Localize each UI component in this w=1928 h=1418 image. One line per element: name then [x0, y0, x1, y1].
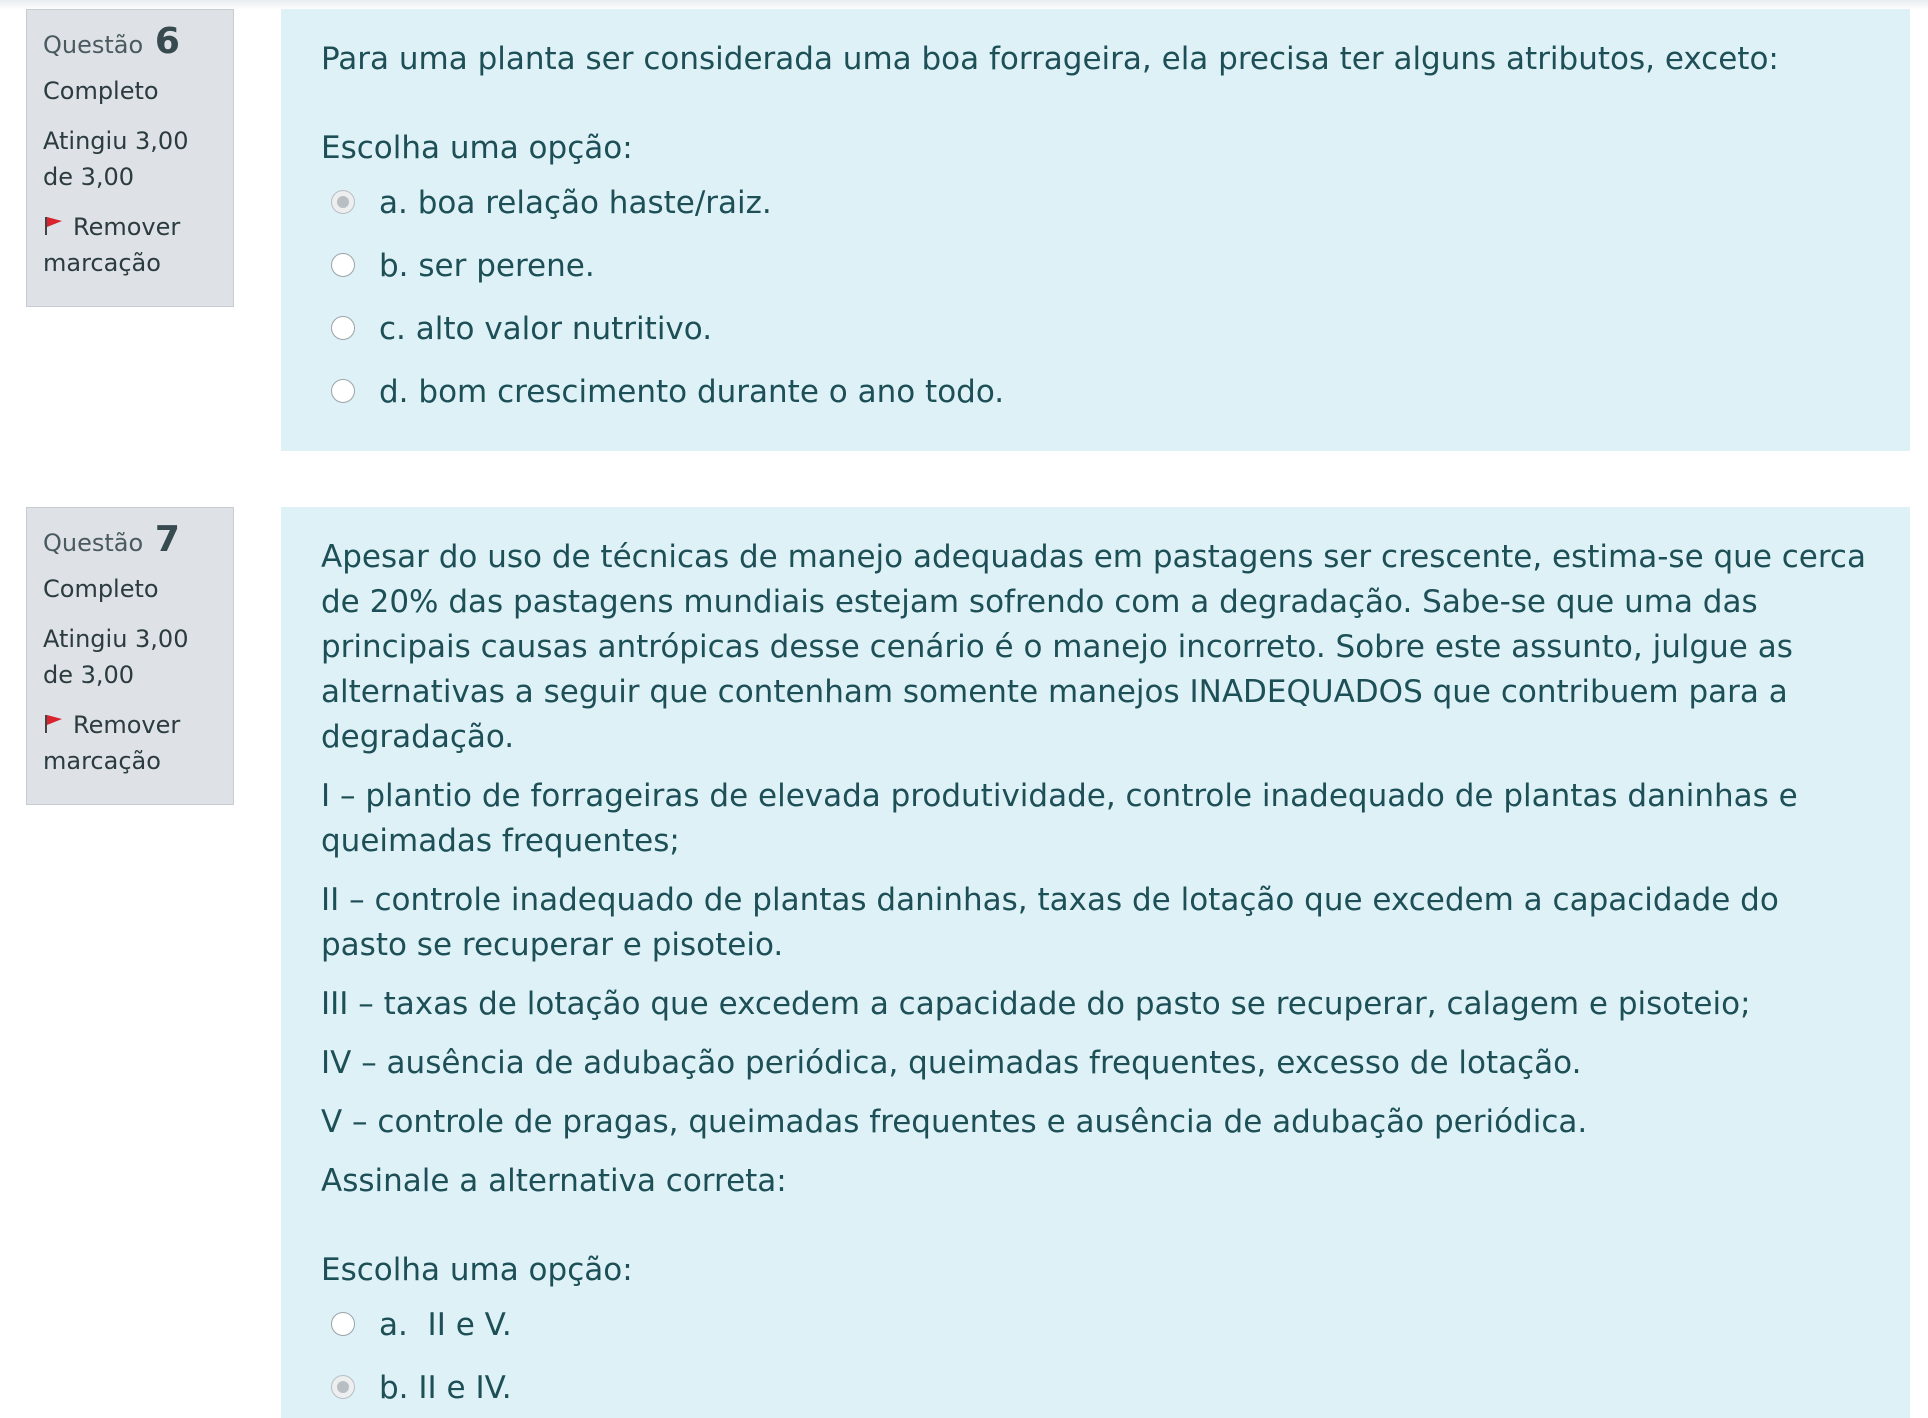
- choose-option-prompt: Escolha uma opção:: [321, 1252, 633, 1288]
- question-grade: [43, 123, 217, 195]
- question-info: [26, 9, 234, 307]
- flag-label-line-1: Remover: [73, 213, 181, 241]
- answer-option-label: a. boa relação haste/raiz.: [379, 185, 772, 221]
- radio-button[interactable]: [331, 253, 355, 277]
- statement-v: V – controle de pragas, queimadas frequentes e ausência de adubação periódica.: [321, 1104, 1588, 1140]
- question-paragraph: Para uma planta ser considerada uma boa forrageira, ela precisa ter alguns atributos, exceto:: [321, 41, 1779, 77]
- statement-i: I – plantio de forrageiras de elevada produtividade, controle inadequado de plantas daninhas e queimadas frequentes;: [321, 778, 1798, 859]
- flag-label-line-2: marcação: [43, 747, 161, 775]
- question-6: [26, 9, 1910, 451]
- radio-button[interactable]: [331, 316, 355, 340]
- question-content: [281, 507, 1910, 1418]
- statement-iv: IV – ausência de adubação periódica, queimadas frequentes, excesso de lotação.: [321, 1045, 1582, 1081]
- answer-options: [321, 1299, 1870, 1418]
- answer-option-label: b. ser perene.: [379, 248, 595, 284]
- remove-flag-link[interactable]: [43, 209, 217, 281]
- answer-option-a[interactable]: [321, 177, 1870, 240]
- question-content: [281, 9, 1910, 451]
- flag-label-line-1: Remover: [73, 711, 181, 739]
- instruction: Assinale a alternativa correta:: [321, 1163, 787, 1199]
- radio-button[interactable]: [331, 379, 355, 403]
- answer-option-label: c. alto valor nutritivo.: [379, 311, 713, 347]
- answer-options: [321, 177, 1870, 429]
- answer-option-a[interactable]: [321, 1299, 1870, 1362]
- question-paragraph: Apesar do uso de técnicas de manejo adequadas em pastagens ser crescente, estima-se que cerca de 20% das pastagens mundiais estejam sofrendo com a degradação. Sabe-se que uma das principais causas antrópicas desse cenário é o manejo incorreto. Sobre este assunto, julgue as alternativas a seguir que contenham somente manejos INADEQUADOS que contribuem para a degradação.: [321, 539, 1866, 755]
- question-number: 7: [154, 519, 180, 560]
- answer-option-d[interactable]: [321, 366, 1870, 429]
- question-number-row: [43, 21, 217, 63]
- radio-button-selected[interactable]: [331, 190, 355, 214]
- question-label: Questão: [43, 31, 144, 59]
- radio-button-selected[interactable]: [331, 1375, 355, 1399]
- answer-option-label: b. II e IV.: [379, 1370, 512, 1406]
- answer-option-c[interactable]: [321, 303, 1870, 366]
- question-number: 6: [154, 21, 180, 62]
- question-text: [321, 37, 1870, 82]
- question-state: Completo: [43, 575, 159, 603]
- choose-option-prompt: Escolha uma opção:: [321, 130, 633, 166]
- remove-flag-link[interactable]: [43, 707, 217, 779]
- question-info: [26, 507, 234, 805]
- question-text: [321, 535, 1870, 1204]
- radio-button[interactable]: [331, 1312, 355, 1336]
- flag-icon: [43, 713, 65, 735]
- answer-option-label: d. bom crescimento durante o ano todo.: [379, 374, 1005, 410]
- statement-ii: II – controle inadequado de plantas daninhas, taxas de lotação que excedem a capacidade do pasto se recuperar e pisoteio.: [321, 882, 1779, 963]
- statement-iii: III – taxas de lotação que excedem a capacidade do pasto se recuperar, calagem e pisoteio;: [321, 986, 1751, 1022]
- flag-icon: [43, 215, 65, 237]
- grade-line-1: Atingiu 3,00: [43, 625, 189, 653]
- flag-label-line-2: marcação: [43, 249, 161, 277]
- question-label: Questão: [43, 529, 144, 557]
- question-grade: [43, 621, 217, 693]
- answer-option-label: a. II e V.: [379, 1307, 512, 1343]
- grade-line-2: de 3,00: [43, 163, 135, 191]
- answer-option-b[interactable]: [321, 240, 1870, 303]
- grade-line-1: Atingiu 3,00: [43, 127, 189, 155]
- question-number-row: [43, 519, 217, 561]
- question-7: [26, 507, 1910, 1418]
- grade-line-2: de 3,00: [43, 661, 135, 689]
- answer-option-b[interactable]: [321, 1362, 1870, 1418]
- question-state: Completo: [43, 77, 159, 105]
